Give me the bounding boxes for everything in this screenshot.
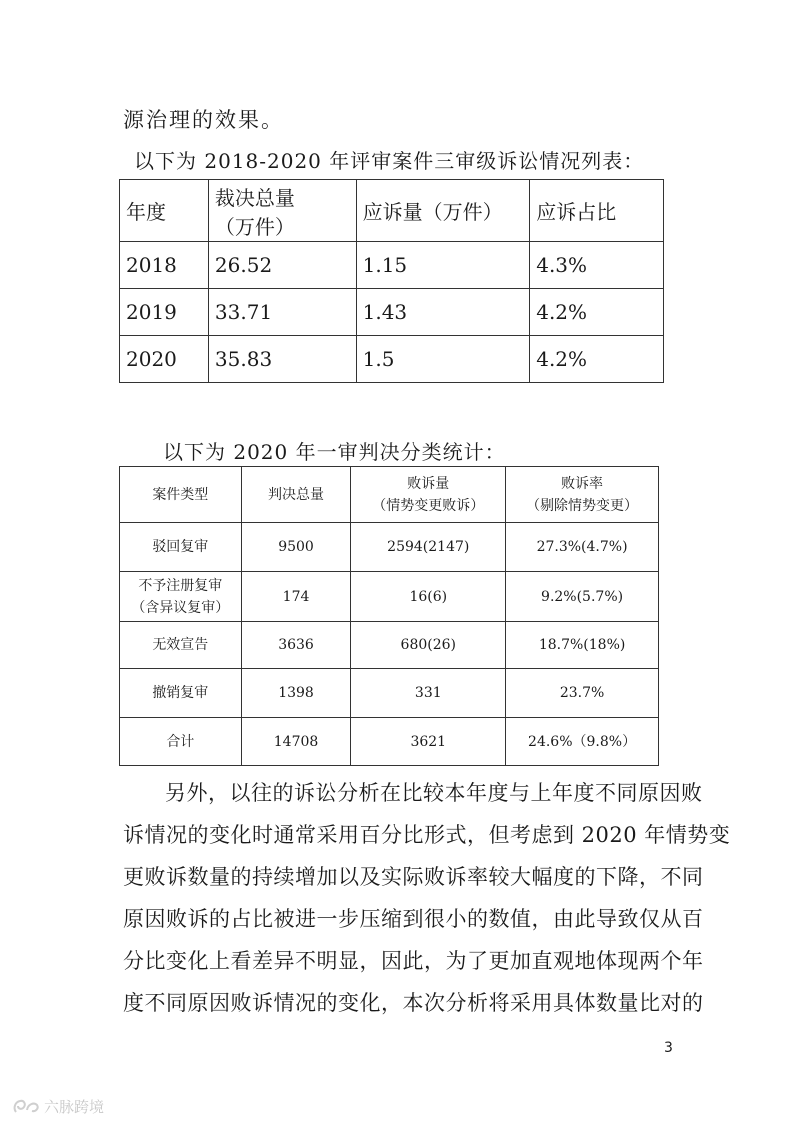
table-cell: 4.3%	[530, 242, 664, 289]
column-header: 案件类型	[120, 467, 242, 523]
column-header: 年度	[120, 180, 209, 242]
table-row	[120, 242, 664, 289]
paragraph-line: 更败诉数量的持续增加以及实际败诉率较大幅度的下降，不同	[123, 865, 704, 889]
page-number: 3	[664, 1040, 673, 1056]
table-cell: 1.15	[356, 242, 530, 289]
table-header-row	[120, 467, 659, 523]
table-cell: 4.2%	[530, 289, 664, 336]
table-cell: 16(6)	[351, 572, 506, 622]
table-cell: 14708	[241, 718, 351, 766]
table-cell: 3636	[241, 622, 351, 669]
table-row	[120, 718, 659, 766]
table-cell: 无效宣告	[120, 622, 242, 669]
column-header: 判决总量	[241, 467, 351, 523]
column-header: 应诉量（万件）	[356, 180, 530, 242]
table-litigation-by-year	[119, 179, 664, 383]
table2-caption: 以下为 2020 年一审判决分类统计：	[163, 440, 506, 464]
column-header: 败诉率 （剔除情势变更）	[506, 467, 659, 523]
table-cell: 不予注册复审 （含异议复审）	[120, 572, 242, 622]
table-cell: 3621	[351, 718, 506, 766]
table-row	[120, 572, 659, 622]
table-cell: 1.5	[356, 336, 530, 383]
table-row	[120, 289, 664, 336]
paragraph-line: 另外，以往的诉讼分析在比较本年度与上年度不同原因败	[165, 781, 703, 805]
table-cell: 18.7%(18%)	[506, 622, 659, 669]
table-row	[120, 523, 659, 572]
table-cell: 24.6%（9.8%）	[506, 718, 659, 766]
table-cell: 9.2%(5.7%)	[506, 572, 659, 622]
paragraph-line: 分比变化上看差异不明显，因此，为了更加直观地体现两个年	[123, 949, 704, 973]
table-cell: 1.43	[356, 289, 530, 336]
table-cell: 2594(2147)	[351, 523, 506, 572]
table-cell: 驳回复审	[120, 523, 242, 572]
table-cell: 35.83	[208, 336, 356, 383]
table-cell: 2020	[120, 336, 209, 383]
table-cell: 26.52	[208, 242, 356, 289]
table-cell: 331	[351, 669, 506, 718]
paragraph-line: 诉情况的变化时通常采用百分比形式，但考虑到 2020 年情势变	[123, 823, 731, 847]
table-cell: 174	[241, 572, 351, 622]
table-cell: 合计	[120, 718, 242, 766]
paragraph-line: 度不同原因败诉情况的变化，本次分析将采用具体数量比对的	[123, 991, 704, 1015]
table-row	[120, 669, 659, 718]
table-cell: 27.3%(4.7%)	[506, 523, 659, 572]
table-row	[120, 336, 664, 383]
table1-caption: 以下为 2018-2020 年评审案件三审级诉讼情况列表：	[134, 149, 645, 173]
table-header-row	[120, 180, 664, 242]
table-first-instance-judgments	[119, 466, 659, 766]
table-cell: 23.7%	[506, 669, 659, 718]
column-header: 败诉量 （情势变更败诉）	[351, 467, 506, 523]
watermark-text: 六脉跨境	[44, 1098, 105, 1116]
logo-mark-icon	[12, 1098, 40, 1116]
table-cell: 33.71	[208, 289, 356, 336]
table-row	[120, 622, 659, 669]
analysis-paragraph	[123, 772, 731, 1024]
table-cell: 1398	[241, 669, 351, 718]
table-cell: 680(26)	[351, 622, 506, 669]
table-cell: 9500	[241, 523, 351, 572]
intro-line: 源治理的效果。	[123, 108, 284, 132]
table-cell: 4.2%	[530, 336, 664, 383]
watermark	[12, 1096, 104, 1117]
table-cell: 2018	[120, 242, 209, 289]
paragraph-line: 原因败诉的占比被进一步压缩到很小的数值，由此导致仅从百	[123, 907, 704, 931]
column-header: 裁决总量 （万件）	[208, 180, 356, 242]
table-cell: 2019	[120, 289, 209, 336]
table-cell: 撤销复审	[120, 669, 242, 718]
column-header: 应诉占比	[530, 180, 664, 242]
